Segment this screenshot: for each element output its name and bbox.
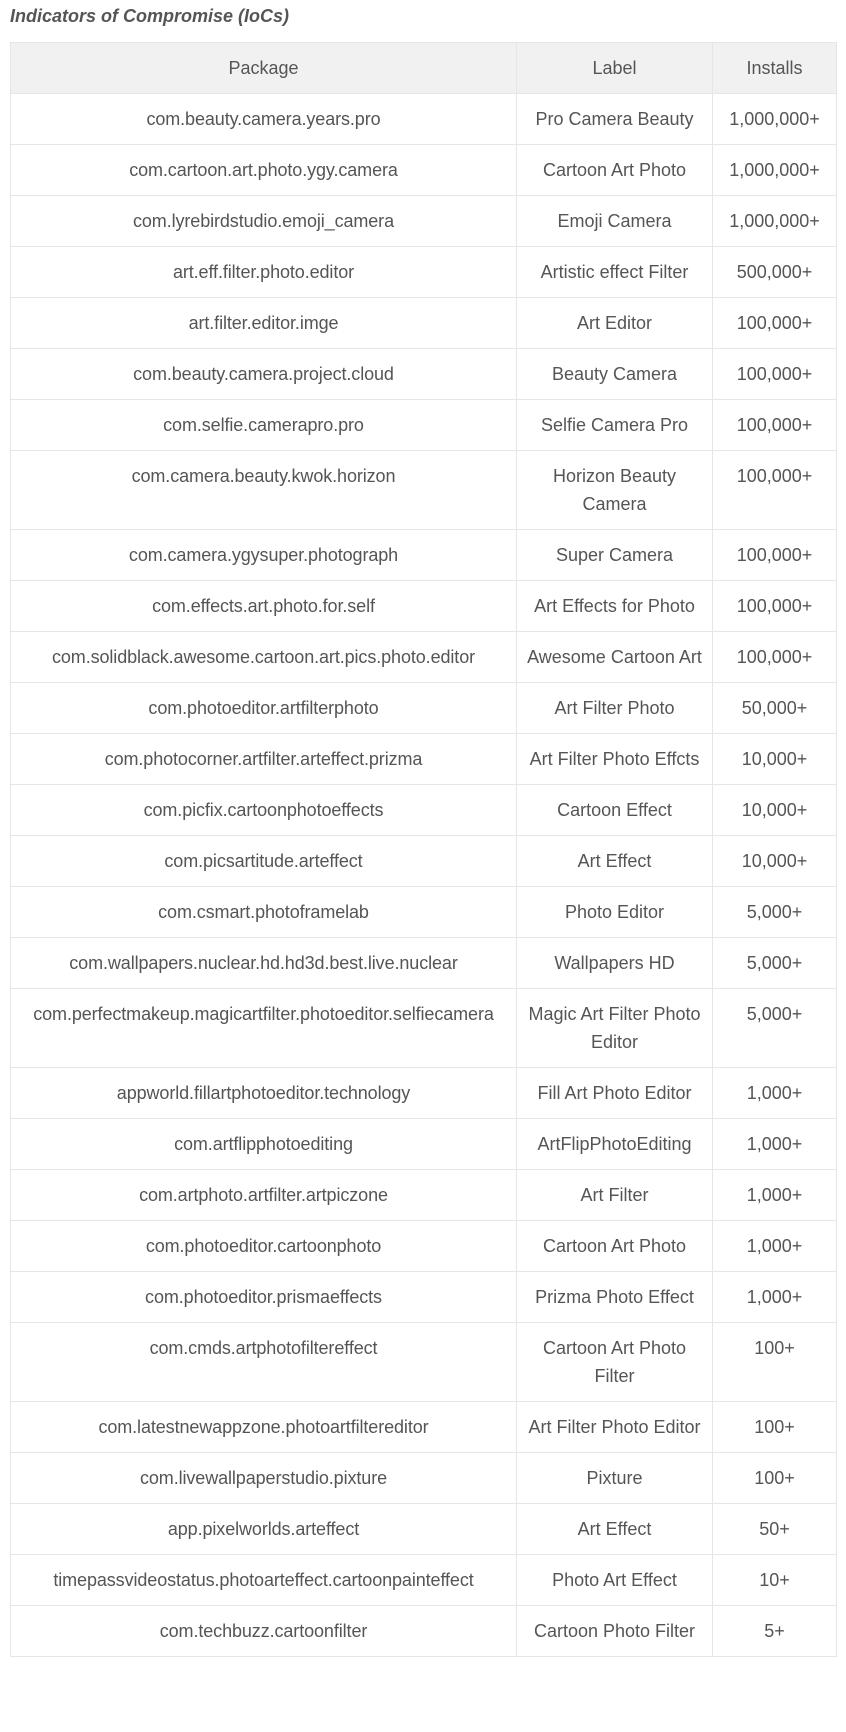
package-cell: com.wallpapers.nuclear.hd.hd3d.best.live.nuclear [11,938,517,989]
table-body [11,94,837,1657]
label-cell: Photo Editor [517,887,713,938]
label-cell: Cartoon Art Photo Filter [517,1323,713,1402]
label-cell: Cartoon Effect [517,785,713,836]
label-cell: Art Effect [517,836,713,887]
label-cell: ArtFlipPhotoEditing [517,1119,713,1170]
package-cell: com.picfix.cartoonphotoeffects [11,785,517,836]
label-cell: Cartoon Photo Filter [517,1606,713,1657]
table-row [11,1555,837,1606]
column-header-package: Package [11,43,517,94]
column-header-label: Label [517,43,713,94]
table-row [11,298,837,349]
package-cell: com.latestnewappzone.photoartfiltereditor [11,1402,517,1453]
package-cell: com.livewallpaperstudio.pixture [11,1453,517,1504]
section-heading: Indicators of Compromise (IoCs) [10,6,290,26]
table-row [11,145,837,196]
table-row [11,349,837,400]
label-cell: Selfie Camera Pro [517,400,713,451]
table-row [11,530,837,581]
installs-cell: 5,000+ [713,938,837,989]
installs-cell: 1,000+ [713,1272,837,1323]
installs-cell: 100,000+ [713,530,837,581]
installs-cell: 5,000+ [713,989,837,1068]
label-cell: Horizon Beauty Camera [517,451,713,530]
package-cell: com.perfectmakeup.magicartfilter.photoeditor.selfiecamera [11,989,517,1068]
package-cell: com.artphoto.artfilter.artpiczone [11,1170,517,1221]
label-cell: Cartoon Art Photo [517,145,713,196]
table-row [11,785,837,836]
installs-cell: 1,000,000+ [713,145,837,196]
installs-cell: 10,000+ [713,785,837,836]
installs-cell: 1,000+ [713,1170,837,1221]
installs-cell: 5,000+ [713,887,837,938]
installs-cell: 1,000+ [713,1221,837,1272]
package-cell: art.eff.filter.photo.editor [11,247,517,298]
label-cell: Awesome Cartoon Art [517,632,713,683]
installs-cell: 10+ [713,1555,837,1606]
package-cell: com.lyrebirdstudio.emoji_camera [11,196,517,247]
installs-cell: 100+ [713,1453,837,1504]
package-cell: com.picsartitude.arteffect [11,836,517,887]
table-row [11,683,837,734]
label-cell: Magic Art Filter Photo Editor [517,989,713,1068]
installs-cell: 100,000+ [713,581,837,632]
label-cell: Art Editor [517,298,713,349]
label-cell: Art Filter Photo Editor [517,1402,713,1453]
table-row [11,1453,837,1504]
column-header-installs: Installs [713,43,837,94]
installs-cell: 100+ [713,1402,837,1453]
label-cell: Art Filter Photo [517,683,713,734]
table-row [11,1170,837,1221]
table-row [11,581,837,632]
installs-cell: 500,000+ [713,247,837,298]
table-row [11,989,837,1068]
package-cell: com.beauty.camera.project.cloud [11,349,517,400]
installs-cell: 10,000+ [713,734,837,785]
table-row [11,1119,837,1170]
table-header-row [11,43,837,94]
installs-cell: 100,000+ [713,298,837,349]
package-cell: com.selfie.camerapro.pro [11,400,517,451]
package-cell: com.camera.beauty.kwok.horizon [11,451,517,530]
package-cell: com.beauty.camera.years.pro [11,94,517,145]
package-cell: com.cartoon.art.photo.ygy.camera [11,145,517,196]
table-row [11,887,837,938]
table-row [11,632,837,683]
package-cell: com.solidblack.awesome.cartoon.art.pics.photo.editor [11,632,517,683]
table-row [11,1323,837,1402]
label-cell: Prizma Photo Effect [517,1272,713,1323]
installs-cell: 100,000+ [713,349,837,400]
label-cell: Art Filter Photo Effcts [517,734,713,785]
label-cell: Art Effects for Photo [517,581,713,632]
table-row [11,1402,837,1453]
installs-cell: 50,000+ [713,683,837,734]
installs-cell: 10,000+ [713,836,837,887]
installs-cell: 100,000+ [713,632,837,683]
installs-cell: 100+ [713,1323,837,1402]
table-row [11,1606,837,1657]
package-cell: com.artflipphotoediting [11,1119,517,1170]
label-cell: Artistic effect Filter [517,247,713,298]
installs-cell: 100,000+ [713,451,837,530]
table-row [11,1504,837,1555]
package-cell: com.photocorner.artfilter.arteffect.prizma [11,734,517,785]
ioc-table [10,42,837,1657]
package-cell: com.photoeditor.artfilterphoto [11,683,517,734]
installs-cell: 5+ [713,1606,837,1657]
label-cell: Super Camera [517,530,713,581]
table-row [11,734,837,785]
table-row [11,836,837,887]
label-cell: Fill Art Photo Editor [517,1068,713,1119]
label-cell: Art Filter [517,1170,713,1221]
table-row [11,1068,837,1119]
label-cell: Cartoon Art Photo [517,1221,713,1272]
table-row [11,196,837,247]
package-cell: art.filter.editor.imge [11,298,517,349]
label-cell: Photo Art Effect [517,1555,713,1606]
package-cell: appworld.fillartphotoeditor.technology [11,1068,517,1119]
package-cell: timepassvideostatus.photoarteffect.cartoonpainteffect [11,1555,517,1606]
label-cell: Beauty Camera [517,349,713,400]
label-cell: Art Effect [517,1504,713,1555]
label-cell: Wallpapers HD [517,938,713,989]
installs-cell: 1,000,000+ [713,196,837,247]
table-row [11,400,837,451]
table-row [11,451,837,530]
label-cell: Pro Camera Beauty [517,94,713,145]
package-cell: com.cmds.artphotofiltereffect [11,1323,517,1402]
table-row [11,1221,837,1272]
label-cell: Pixture [517,1453,713,1504]
installs-cell: 1,000+ [713,1119,837,1170]
installs-cell: 1,000+ [713,1068,837,1119]
installs-cell: 1,000,000+ [713,94,837,145]
table-row [11,938,837,989]
installs-cell: 100,000+ [713,400,837,451]
table-row [11,1272,837,1323]
table-row [11,94,837,145]
package-cell: com.csmart.photoframelab [11,887,517,938]
package-cell: com.effects.art.photo.for.self [11,581,517,632]
package-cell: com.photoeditor.cartoonphoto [11,1221,517,1272]
package-cell: com.photoeditor.prismaeffects [11,1272,517,1323]
package-cell: com.techbuzz.cartoonfilter [11,1606,517,1657]
installs-cell: 50+ [713,1504,837,1555]
table-row [11,247,837,298]
package-cell: com.camera.ygysuper.photograph [11,530,517,581]
label-cell: Emoji Camera [517,196,713,247]
package-cell: app.pixelworlds.arteffect [11,1504,517,1555]
